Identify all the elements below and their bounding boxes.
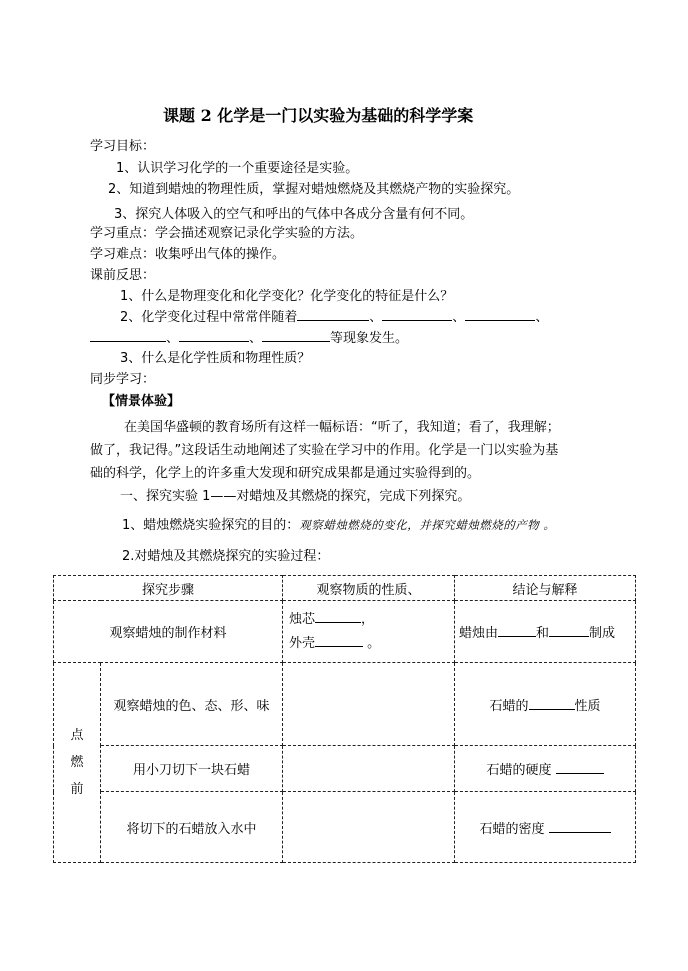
observation-cell[interactable] — [283, 663, 455, 746]
step-cut-wax: 用小刀切下一块石蜡 — [101, 746, 283, 792]
situation-paragraph-line-1: 在美国华盛顿的教育场所有这样一幅标语：“听了，我知道；看了，我理解； — [124, 420, 560, 435]
step-observe-appearance: 观察蜡烛的色、态、形、味 — [101, 663, 283, 746]
experiment-title: 一、探究实验 1——对蜡烛及其燃烧的探究，完成下列探究。 — [120, 489, 471, 504]
answer-blank[interactable] — [179, 329, 249, 342]
conclusion-material: 蜡烛由 和 制成 — [455, 601, 636, 663]
objective-item-1: 1、认识学习化学的一个重要途径是实验。 — [116, 161, 359, 176]
header-step: 探究步骤 — [54, 576, 283, 601]
preview-heading: 课前反思： — [90, 268, 156, 283]
answer-blank[interactable] — [549, 624, 589, 637]
conclusion-physical-property: 石蜡的 性质 — [455, 663, 636, 746]
table-row — [54, 663, 636, 746]
page-title: 课题 2 化学是一门以实验为基础的科学学案 — [163, 106, 474, 125]
objective-item-2: 2、知道到蜡烛的物理性质，掌握对蜡烛燃烧及其燃烧产物的实验探究。 — [108, 182, 520, 197]
header-observation: 观察物质的性质、 — [283, 576, 455, 601]
objective-item-3: 3、探究人体吸入的空气和呼出的气体中各成分含量有何不同。 — [114, 207, 474, 222]
experiment-purpose — [122, 514, 555, 533]
sync-heading: 同步学习： — [90, 372, 156, 387]
objectives-heading: 学习目标： — [90, 139, 156, 154]
answer-blank[interactable] — [549, 820, 611, 833]
preview-question-3: 3、什么是化学性质和物理性质？ — [120, 351, 311, 366]
answer-blank[interactable] — [90, 329, 166, 342]
preview-question-2-line2: 、 、 等现象发生。 — [90, 327, 408, 346]
preview-question-2-line1: 2、化学变化过程中常常伴随着 、 、 、 — [120, 310, 549, 325]
situation-paragraph-line-2: 做了，我记得。”这段话生动地阐述了实验在学习中的作用。化学是一门以实验为基 — [90, 443, 559, 458]
observation-cell[interactable] — [283, 746, 455, 792]
purpose-label: 1、蜡烛燃烧实验探究的目的： — [122, 518, 300, 533]
experiment-table — [53, 575, 636, 863]
observation-cell[interactable] — [283, 792, 455, 863]
conclusion-hardness: 石蜡的硬度 — [455, 746, 636, 792]
purpose-handwritten-answer: 观察蜡烛燃烧的变化，并探究蜡烛燃烧的产物 。 — [299, 518, 556, 532]
observation-material: 烛芯 ， 外壳 。 — [283, 601, 455, 663]
conclusion-density: 石蜡的密度 — [455, 792, 636, 863]
step-material: 观察蜡烛的制作材料 — [54, 601, 283, 663]
situation-paragraph-line-3: 础的科学，化学上的许多重大发现和研究成果都是通过实验得到的。 — [90, 466, 481, 481]
answer-blank[interactable] — [262, 329, 330, 342]
table-row-material — [54, 601, 636, 663]
answer-blank[interactable] — [315, 634, 363, 647]
answer-blank[interactable] — [498, 624, 536, 637]
situation-label: 【情景体验】 — [102, 394, 181, 409]
answer-blank[interactable] — [315, 610, 361, 623]
process-label: 2.对蜡烛及其燃烧探究的实验过程： — [122, 549, 330, 564]
answer-blank[interactable] — [556, 761, 604, 774]
table-header-row — [54, 576, 636, 601]
group-before-lighting: 点 燃 前 — [54, 663, 101, 863]
preview-question-1: 1、什么是物理变化和化学变化？化学变化的特征是什么？ — [120, 289, 454, 304]
answer-blank[interactable] — [297, 308, 369, 321]
difficulty: 学习难点：收集呼出气体的操作。 — [90, 247, 286, 262]
question-2-suffix: 等现象发生。 — [330, 331, 409, 346]
step-wax-in-water: 将切下的石蜡放入水中 — [101, 792, 283, 863]
answer-blank[interactable] — [465, 308, 535, 321]
table-row — [54, 792, 636, 863]
table-row — [54, 746, 636, 792]
answer-blank[interactable] — [382, 308, 452, 321]
answer-blank[interactable] — [529, 697, 575, 710]
header-conclusion: 结论与解释 — [455, 576, 636, 601]
key-point: 学习重点：学会描述观察记录化学实验的方法。 — [90, 226, 364, 241]
question-2-prefix: 2、化学变化过程中常常伴随着 — [120, 310, 298, 325]
